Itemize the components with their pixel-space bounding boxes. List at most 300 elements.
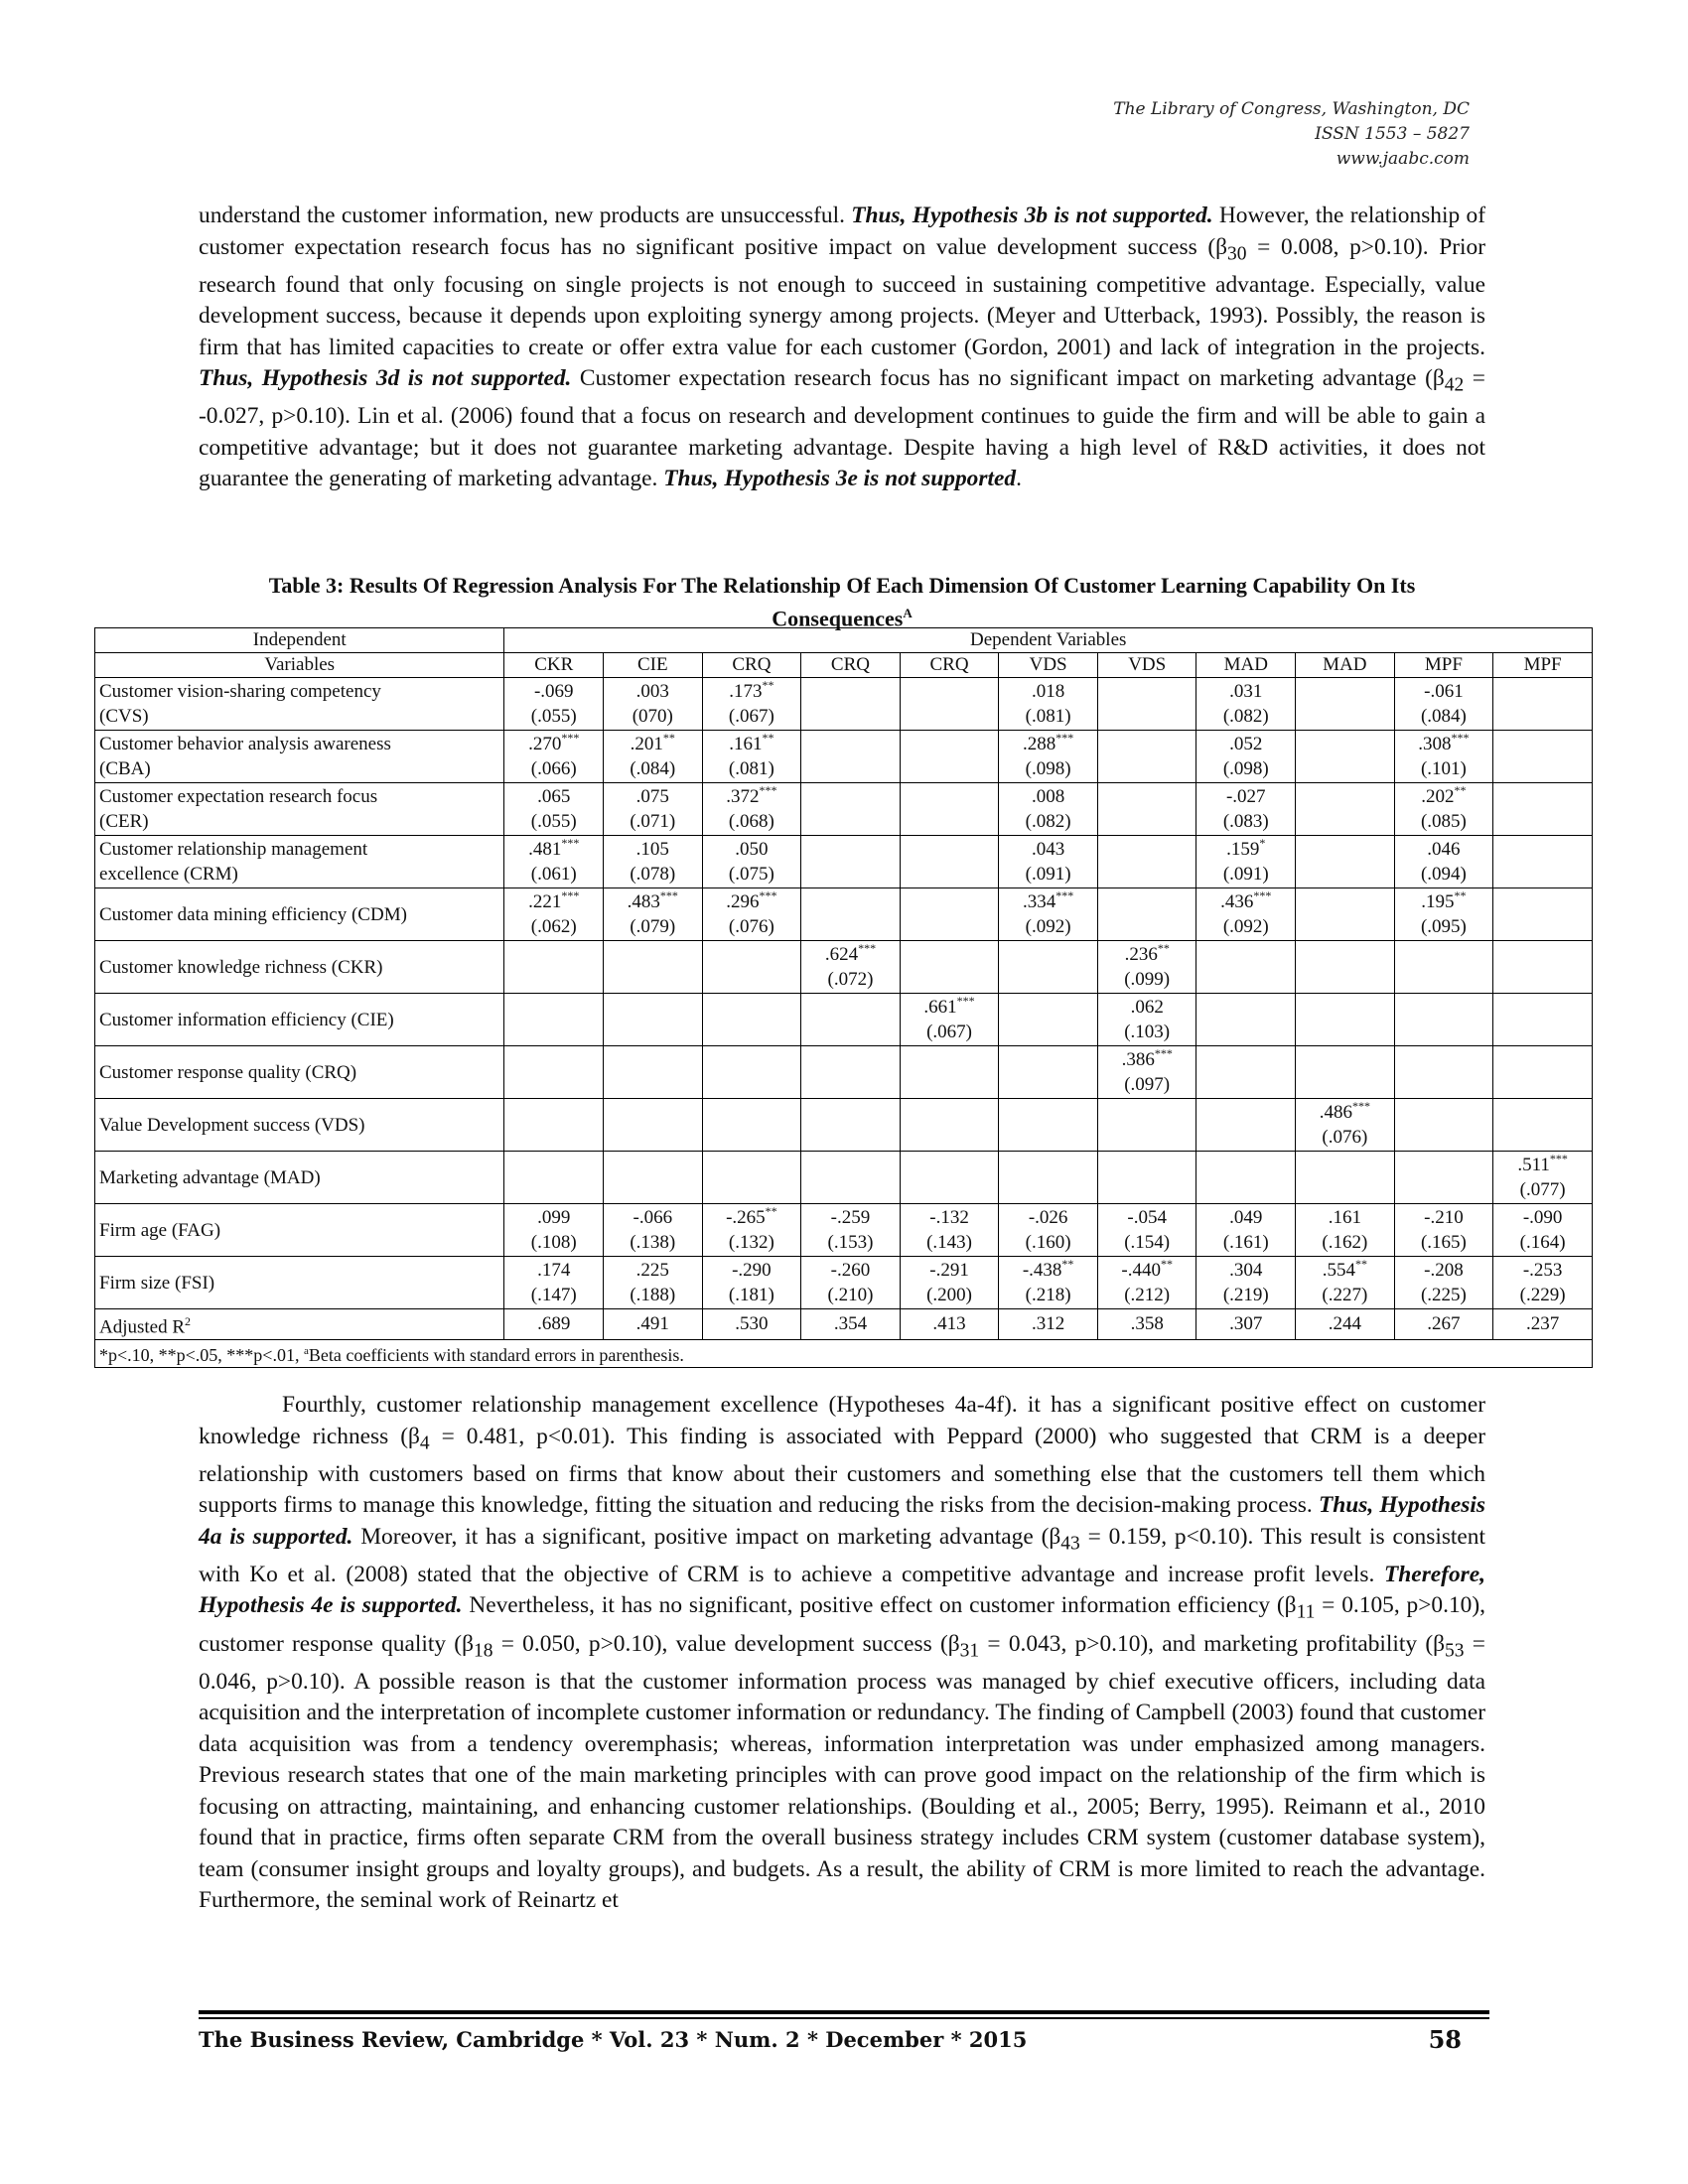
table-cell (1097, 1152, 1196, 1204)
table-cell (1296, 1099, 1395, 1152)
coefficient: .288 (1022, 734, 1056, 754)
table-cell (1394, 1099, 1493, 1152)
table-cell (1196, 1257, 1296, 1309)
row-label: Customer behavior analysis awareness (CBA) (95, 731, 504, 783)
footer-rule-thin (199, 2017, 1489, 2019)
standard-error: (.164) (1519, 1232, 1566, 1253)
column-header: CKR (504, 653, 604, 678)
column-header: VDS (999, 653, 1098, 678)
standard-error: (.084) (630, 758, 676, 779)
coefficient: .486 (1319, 1102, 1352, 1123)
standard-error: (.229) (1519, 1285, 1566, 1305)
table-cell (801, 994, 901, 1046)
coefficient: .436 (1220, 891, 1254, 912)
coefficient: .334 (1022, 891, 1056, 912)
table-cell (801, 941, 901, 994)
coefficient: .372 (726, 786, 760, 807)
standard-error: (.084) (1420, 706, 1467, 727)
table-cell (702, 1099, 801, 1152)
adjusted-r2-value: .307 (1196, 1309, 1296, 1340)
standard-error: (.108) (530, 1232, 577, 1253)
table-cell (1394, 1046, 1493, 1099)
table-caption: Table 3: Results Of Regression Analysis For The Relationship Of Each Dimension Of Customer Learning Capability On Its Consequences$^A$ (268, 573, 1416, 631)
table-cell (999, 678, 1098, 731)
significance-stars: ** (765, 1204, 777, 1218)
table-cell (1493, 678, 1593, 731)
table-row (95, 1152, 1593, 1204)
table-cell (900, 1152, 999, 1204)
table-cell (801, 1257, 901, 1309)
table-cell (900, 1204, 999, 1257)
table-cell (1493, 1152, 1593, 1204)
coefficient: -.291 (929, 1260, 969, 1281)
hypothesis-4a-result: Thus, Hypothesis 4a is supported. (199, 1492, 1485, 1550)
standard-error: (.091) (1222, 864, 1269, 885)
adjusted-r2-value: .237 (1493, 1309, 1593, 1340)
coefficient: .075 (635, 786, 669, 807)
row-label: Value Development success (VDS) (95, 1099, 504, 1152)
coefficient: .221 (528, 891, 562, 912)
standard-error: (.071) (630, 811, 676, 832)
table-cell (604, 1152, 703, 1204)
table-cell (504, 994, 604, 1046)
row-label: Customer information efficiency (CIE) (95, 994, 504, 1046)
standard-error: (.160) (1025, 1232, 1071, 1253)
table-cell (1493, 941, 1593, 994)
standard-error: (.072) (827, 969, 874, 990)
coefficient: -.208 (1424, 1260, 1464, 1281)
table-cell (1394, 731, 1493, 783)
table-cell (1196, 1152, 1296, 1204)
hypothesis-4e-result: Therefore, Hypothesis 4e is supported. (199, 1561, 1485, 1619)
table-cell (900, 1046, 999, 1099)
footer-rule-thick (199, 2010, 1489, 2014)
table-cell (1493, 731, 1593, 783)
table-cell (1196, 994, 1296, 1046)
coefficient: -.253 (1522, 1260, 1563, 1281)
standard-error: (.091) (1025, 864, 1071, 885)
coefficient: -.440 (1121, 1260, 1161, 1281)
standard-error: (.082) (1025, 811, 1071, 832)
standard-error: (.075) (728, 864, 774, 885)
significance-stars: ** (1160, 1257, 1173, 1271)
row-label: Marketing advantage (MAD) (95, 1152, 504, 1204)
table-cell (702, 678, 801, 731)
standard-error: (.061) (530, 864, 577, 885)
table-cell (999, 1099, 1098, 1152)
coefficient: .624 (824, 944, 859, 965)
significance-stars: *** (1351, 1099, 1370, 1113)
adjusted-r2-value: .354 (801, 1309, 901, 1340)
table-row (95, 678, 1593, 731)
coefficient: .483 (627, 891, 660, 912)
table-cell (604, 1257, 703, 1309)
row-label: Customer vision-sharing competency (CVS) (95, 678, 504, 731)
significance-stars: ** (1454, 888, 1467, 902)
table-cell (1196, 678, 1296, 731)
table-cell (1296, 1204, 1395, 1257)
significance-stars: *** (659, 888, 678, 902)
standard-error: (.153) (827, 1232, 874, 1253)
standard-error: (.076) (728, 916, 774, 937)
standard-error: (.062) (530, 916, 577, 937)
table-cell (900, 836, 999, 888)
standard-error: (.162) (1322, 1232, 1368, 1253)
table-cell (1296, 1257, 1395, 1309)
table-cell (1394, 994, 1493, 1046)
adjusted-r2-value: .312 (999, 1309, 1098, 1340)
table-cell (1296, 731, 1395, 783)
row-label: Customer data mining efficiency (CDM) (95, 888, 504, 941)
significance-stars: ** (762, 731, 774, 745)
coefficient: .046 (1427, 839, 1461, 860)
table-cell (999, 941, 1098, 994)
table-cell (604, 994, 703, 1046)
coefficient: .049 (1229, 1207, 1263, 1228)
coefficient: .202 (1421, 786, 1455, 807)
table-cell (1296, 941, 1395, 994)
adjusted-r2-value: .244 (1296, 1309, 1395, 1340)
table-cell (504, 888, 604, 941)
coefficient: -.290 (732, 1260, 772, 1281)
regression-table (94, 627, 1593, 1368)
table-cell (999, 1204, 1098, 1257)
table-cell (504, 1204, 604, 1257)
standard-error: (.067) (728, 706, 774, 727)
standard-error: (.147) (530, 1285, 577, 1305)
table-row (95, 1257, 1593, 1309)
table-cell (900, 941, 999, 994)
table-cell (604, 731, 703, 783)
page-footer (199, 2027, 1462, 2052)
table-cell (604, 678, 703, 731)
table-row (95, 836, 1593, 888)
standard-error: (.225) (1420, 1285, 1467, 1305)
coefficient: .018 (1031, 681, 1065, 702)
table-cell (1196, 836, 1296, 888)
standard-error: (.094) (1420, 864, 1467, 885)
table-cell (1394, 783, 1493, 836)
significance-stars: *** (858, 941, 877, 955)
table-cell (604, 1204, 703, 1257)
table-cell (504, 836, 604, 888)
hypothesis-3e-result: Thus, Hypothesis 3e is not supported (663, 466, 1017, 492)
coefficient: .308 (1418, 734, 1452, 754)
table-cell (999, 888, 1098, 941)
table-cell (801, 1204, 901, 1257)
table-cell (504, 678, 604, 731)
table-cell (1493, 836, 1593, 888)
coefficient: .195 (1421, 891, 1455, 912)
table-cell (1097, 678, 1196, 731)
significance-stars: *** (561, 836, 580, 850)
coefficient: .161 (729, 734, 763, 754)
coefficient: .304 (1229, 1260, 1263, 1281)
significance-stars: *** (1549, 1152, 1568, 1165)
table-cell (999, 1257, 1098, 1309)
table-cell (1097, 731, 1196, 783)
table-cell (1493, 994, 1593, 1046)
header-url: www.jaabc.com (1336, 149, 1470, 169)
standard-error: (.101) (1420, 758, 1467, 779)
adjusted-r2-value: .689 (504, 1309, 604, 1340)
table-cell (1196, 888, 1296, 941)
table-cell (702, 783, 801, 836)
standard-error: (.095) (1420, 916, 1467, 937)
standard-error: (.227) (1322, 1285, 1368, 1305)
standard-error: (.092) (1025, 916, 1071, 937)
table-cell (999, 731, 1098, 783)
coefficient: -.210 (1424, 1207, 1464, 1228)
significance-stars: *** (561, 731, 580, 745)
standard-error: (.138) (630, 1232, 676, 1253)
table-cell (801, 1099, 901, 1152)
coefficient: .554 (1322, 1260, 1355, 1281)
coefficient: .661 (923, 997, 957, 1018)
column-header: MPF (1394, 653, 1493, 678)
table-cell (1296, 678, 1395, 731)
coefficient: -.259 (830, 1207, 871, 1228)
table-cell (1296, 1046, 1395, 1099)
table-cell (504, 783, 604, 836)
table-cell (504, 1257, 604, 1309)
coefficient: .173 (729, 681, 763, 702)
significance-stars: ** (662, 731, 675, 745)
table-cell (1394, 888, 1493, 941)
significance-stars: *** (956, 994, 975, 1008)
table-cell (999, 783, 1098, 836)
significance-stars: *** (1055, 888, 1074, 902)
table-cell (801, 731, 901, 783)
table-row (95, 888, 1593, 941)
coefficient: .159 (1226, 839, 1260, 860)
coefficient: .386 (1121, 1049, 1155, 1070)
coefficient: -.027 (1225, 786, 1266, 807)
table-cell (702, 1046, 801, 1099)
table-cell (1097, 1099, 1196, 1152)
standard-error: (.082) (1222, 706, 1269, 727)
standard-error: (.161) (1222, 1232, 1269, 1253)
table-cell (801, 783, 901, 836)
standard-error: (.132) (728, 1232, 774, 1253)
table-cell (999, 836, 1098, 888)
significance-stars: *** (759, 888, 777, 902)
table-cell (604, 1046, 703, 1099)
table-cell (504, 1099, 604, 1152)
hypothesis-3d-result: Thus, Hypothesis 3d is not supported. (199, 365, 572, 392)
significance-stars: ** (762, 678, 774, 692)
table-cell (999, 994, 1098, 1046)
table-cell (504, 1152, 604, 1204)
column-header: MPF (1493, 653, 1593, 678)
column-header: CRQ (801, 653, 901, 678)
row-label: Customer relationship management excellence (CRM) (95, 836, 504, 888)
coefficient: .003 (635, 681, 669, 702)
standard-error: (.079) (630, 916, 676, 937)
column-header: CRQ (900, 653, 999, 678)
coefficient: -.069 (533, 681, 574, 702)
table-cell (999, 1046, 1098, 1099)
row-label: Adjusted $R^2$ (95, 1309, 504, 1340)
table-cell (900, 783, 999, 836)
standard-error: (.210) (827, 1285, 874, 1305)
table-cell (1097, 888, 1196, 941)
standard-error: (.098) (1222, 758, 1269, 779)
running-header (1113, 97, 1470, 172)
significance-stars: ** (1354, 1257, 1367, 1271)
coefficient: .161 (1328, 1207, 1361, 1228)
table-cell (1097, 1204, 1196, 1257)
coefficient: -.066 (633, 1207, 673, 1228)
standard-error: (.067) (926, 1022, 972, 1042)
significance-stars: ** (1454, 783, 1467, 797)
standard-error: (.181) (728, 1285, 774, 1305)
standard-error: (.219) (1222, 1285, 1269, 1305)
coefficient: -.260 (830, 1260, 871, 1281)
standard-error: (.076) (1322, 1127, 1368, 1148)
coefficient: .481 (528, 839, 562, 860)
hypothesis-3b-result: Thus, Hypothesis 3b is not supported. (851, 203, 1213, 228)
standard-error: (.200) (926, 1285, 972, 1305)
table-cell (1493, 1204, 1593, 1257)
standard-error: (.081) (728, 758, 774, 779)
standard-error: (.066) (530, 758, 577, 779)
table-cell (1493, 783, 1593, 836)
table-cell (1196, 941, 1296, 994)
coefficient: .105 (635, 839, 669, 860)
table-cell (1394, 1152, 1493, 1204)
row-label: Customer response quality (CRQ) (95, 1046, 504, 1099)
table-cell (1196, 1204, 1296, 1257)
standard-error: (.188) (630, 1285, 676, 1305)
standard-error: (.154) (1124, 1232, 1171, 1253)
table-cell (1097, 994, 1196, 1046)
table-cell (1196, 1046, 1296, 1099)
coefficient: .050 (735, 839, 769, 860)
row-label: Customer knowledge richness (CKR) (95, 941, 504, 994)
body-paragraph-2: Fourthly, customer relationship management excellence (Hypotheses 4a-4f). it has a significant positive effect on customer knowledge richness ($\beta_4 = 0.481$, p<0.01). This finding is associated with Peppard (2000) who suggested that CRM is a deeper relationship with customers based on firms that know about their customers and something else that the customers tell them which supports firms to manage this knowledge, fitting the situation and reducing the risks from the decision-making process. Thus, Hypothesis 4a is supported. Moreover, it has a significant, positive impact on marketing advantage ($\beta_{43} = 0.159$, p<0.10). This result is consistent with Ko et al. (2008) stated that the objective of CRM is to achieve a competitive advantage and increase profit levels. Therefore, Hypothesis 4e is supported. Nevertheless, it has no significant, positive effect on customer information efficiency ($\beta_{11} = 0.105$, p>0.10), customer response quality ($\beta_{18} = 0.050$, p>0.10), value development success ($\beta_{31} = 0.043$, p>0.10), and marketing profitability ($\beta_{53} = 0.046$, p>0.10). A possible reason is that the customer information process was managed by chief executive officers, including data acquisition and the interpretation of incomplete customer information or redundancy. The finding of Campbell (2003) found that customer data acquisition was from a tendency overemphasis; whereas, information interpretation was under emphasized among managers. Previous research states that one of the main marketing principles with can prove good impact on the relationship of the firm which is focusing on attracting, maintaining, and enhancing customer relationships. (Boulding et al., 2005; Berry, 1995). Reimann et al., 2010 found that in practice, firms often separate CRM from the overall business strategy includes CRM system (customer database system), team (consumer insight groups and loyalty groups), and budgets. As a result, the ability of CRM is more limited to reach the advantage. Furthermore, the seminal work of Reinartz et (199, 1392, 1485, 1914)
coefficient: .225 (635, 1260, 669, 1281)
table-cell (900, 678, 999, 731)
standard-error: (.078) (630, 864, 676, 885)
column-header: MAD (1296, 653, 1395, 678)
footer-journal: The Business Review, Cambridge * Vol. 23 * Num. 2 * December * 2015 (199, 2027, 1028, 2052)
table-cell (604, 1099, 703, 1152)
coefficient: -.090 (1522, 1207, 1563, 1228)
column-header: VDS (1097, 653, 1196, 678)
body-paragraph-1: understand the customer information, new products are unsuccessful. Thus, Hypothesis 3b is not supported. However, the relationship of customer expectation research focus has no significant positive impact on value development success ($\beta_{30} = 0.008$, p>0.10). Prior research found that only focusing on single projects is not enough to succeed in sustaining competitive advantage. Especially, value development success, because it depends upon exploiting synergy among projects. (Meyer and Utterback, 1993). Possibly, the reason is firm that has limited capacities to create or offer extra value for each customer (Gordon, 2001) and lack of integration in the projects. Thus, Hypothesis 3d is not supported. Customer expectation research focus has no significant impact on marketing advantage ($\beta_{42} = -0.027$, p>0.10). Lin et al. (2006) found that a focus on research and development continues to guide the firm and will be able to gain a competitive advantage; but it does not guarantee marketing advantage. Despite having a high level of R&D activities, it does not guarantee the generating of marketing advantage. Thus, Hypothesis 3e is not supported. (199, 203, 1485, 492)
coefficient: .099 (537, 1207, 571, 1228)
table-cell (1196, 783, 1296, 836)
adjusted-r2-value: .530 (702, 1309, 801, 1340)
column-header: CIE (604, 653, 703, 678)
table-cell (1097, 1046, 1196, 1099)
standard-error: (.055) (530, 706, 577, 727)
table-cell (1394, 836, 1493, 888)
standard-error: (.092) (1222, 916, 1269, 937)
table-row (95, 941, 1593, 994)
standard-error: (.085) (1420, 811, 1467, 832)
table-cell (1394, 678, 1493, 731)
adjusted-r2-value: .491 (604, 1309, 703, 1340)
table-cell (999, 1152, 1098, 1204)
coefficient: -.265 (726, 1207, 766, 1228)
table-cell (801, 888, 901, 941)
table-row (95, 1046, 1593, 1099)
table-cell (900, 1099, 999, 1152)
table-cell (504, 731, 604, 783)
coefficient: .065 (537, 786, 571, 807)
table-row (95, 1204, 1593, 1257)
table-cell (1493, 1257, 1593, 1309)
adjusted-r2-row (95, 1309, 1593, 1340)
row-label: Firm size (FSI) (95, 1257, 504, 1309)
table-cell (1097, 836, 1196, 888)
table-cell (1394, 1257, 1493, 1309)
coefficient: .031 (1229, 681, 1263, 702)
coefficient: .052 (1229, 734, 1263, 754)
table-row (95, 783, 1593, 836)
table-row (95, 731, 1593, 783)
standard-error: (.143) (926, 1232, 972, 1253)
table-cell (801, 1152, 901, 1204)
coefficient: .062 (1130, 997, 1164, 1018)
significance-stars: ** (1061, 1257, 1074, 1271)
coefficient: .296 (726, 891, 760, 912)
coefficient: -.132 (929, 1207, 969, 1228)
coefficient: -.054 (1127, 1207, 1167, 1228)
table-cell (1097, 783, 1196, 836)
adjusted-r2-value: .413 (900, 1309, 999, 1340)
standard-error: (.083) (1222, 811, 1269, 832)
table-row (95, 1099, 1593, 1152)
coefficient: .174 (537, 1260, 571, 1281)
standard-error: (.068) (728, 811, 774, 832)
table-cell (1493, 888, 1593, 941)
standard-error: (.081) (1025, 706, 1071, 727)
table-cell (1296, 994, 1395, 1046)
coefficient: -.061 (1424, 681, 1464, 702)
standard-error: (.098) (1025, 758, 1071, 779)
standard-error: (.165) (1420, 1232, 1467, 1253)
coefficient: .043 (1031, 839, 1065, 860)
table-cell (1196, 731, 1296, 783)
table-cell (702, 888, 801, 941)
table-cell (1296, 888, 1395, 941)
table-cell (1296, 783, 1395, 836)
significance-stars: * (1259, 836, 1266, 850)
header-dependent: Dependent Variables (504, 628, 1593, 653)
standard-error: (.055) (530, 811, 577, 832)
table-cell (900, 994, 999, 1046)
header-variables: Variables (95, 653, 504, 678)
significance-stars: *** (1451, 731, 1470, 745)
table-cell (702, 731, 801, 783)
table-cell (604, 836, 703, 888)
table-cell (1394, 941, 1493, 994)
standard-error: (.097) (1124, 1074, 1171, 1095)
coefficient: .511 (1517, 1155, 1550, 1175)
table-cell (702, 1204, 801, 1257)
table-cell (900, 888, 999, 941)
table-cell (1097, 1257, 1196, 1309)
significance-stars: *** (1055, 731, 1074, 745)
header-independent: Independent (95, 628, 504, 653)
coefficient: .008 (1031, 786, 1065, 807)
standard-error: (.212) (1124, 1285, 1171, 1305)
significance-stars: *** (759, 783, 777, 797)
standard-error: (070) (632, 706, 673, 727)
